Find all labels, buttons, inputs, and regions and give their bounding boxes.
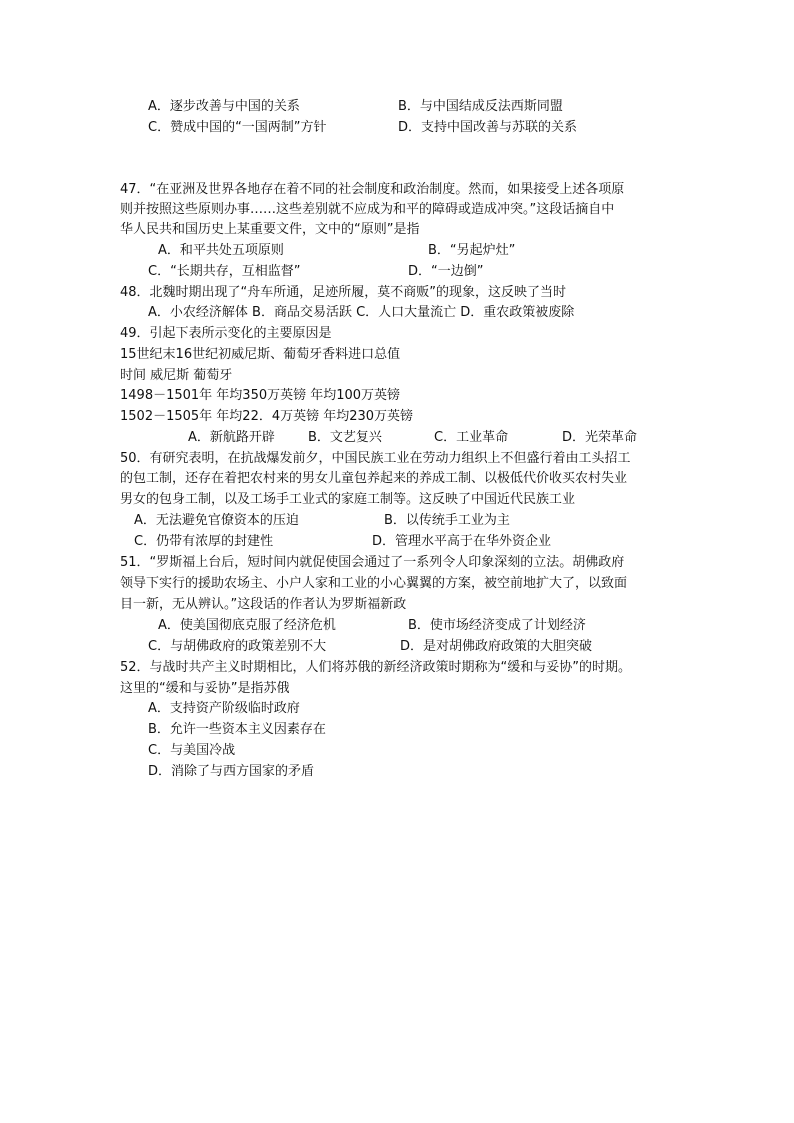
q46-option-d: D．支持中国改善与苏联的关系 bbox=[398, 120, 578, 135]
q48-options: A．小农经济解体 B．商品交易活跃 C．人口大量流亡 D．重农政策被废除 bbox=[148, 305, 575, 320]
q51-option-a: A．使美国彻底克服了经济危机 bbox=[158, 618, 336, 633]
q51-option-c: C．与胡佛政府的政策差别不大 bbox=[148, 639, 327, 654]
q52-stem-line1: 52．与战时共产主义时期相比，人们将苏俄的新经济政策时期称为“缓和与妥协”的时期。 bbox=[120, 660, 632, 675]
q49-stem: 49．引起下表所示变化的主要原因是 bbox=[120, 326, 332, 341]
q49-option-a: A．新航路开辟 bbox=[188, 430, 275, 445]
q50-option-a: A．无法避免官僚资本的压迫 bbox=[134, 513, 299, 528]
q50-stem-line3: 男女的包身工制，以及工场手工业式的家庭工制等。这反映了中国近代民族工业 bbox=[120, 492, 576, 507]
q51-stem-line2: 领导下实行的援助农场主、小户人家和工业的小心翼翼的方案，被空前地扩大了，以致面 bbox=[120, 576, 628, 591]
q47-option-b: B．“另起炉灶” bbox=[428, 243, 516, 258]
q46-option-a: A．逐步改善与中国的关系 bbox=[148, 99, 300, 114]
q49-option-c: C．工业革命 bbox=[434, 430, 509, 445]
q52-option-a: A．支持资产阶级临时政府 bbox=[148, 701, 300, 716]
q51-option-b: B．使市场经济变成了计划经济 bbox=[408, 618, 586, 633]
q51-stem-line3: 目一新，无从辨认。”这段话的作者认为罗斯福新政 bbox=[120, 597, 407, 612]
q50-option-c: C．仍带有浓厚的封建性 bbox=[134, 534, 274, 549]
q52-option-d: D．消除了与西方国家的矛盾 bbox=[148, 764, 315, 779]
q49-option-d: D．光荣革命 bbox=[562, 430, 638, 445]
q47-stem-line3: 华人民共和国历史上某重要文件，文中的“原则”是指 bbox=[120, 222, 420, 237]
q49-table-title: 15世纪末16世纪初威尼斯、葡萄牙香料进口总值 bbox=[120, 347, 401, 362]
q51-option-d: D．是对胡佛政府政策的大胆突破 bbox=[400, 639, 593, 654]
q48-stem: 48．北魏时期出现了“舟车所通，足迹所履，莫不商贩”的现象，这反映了当时 bbox=[120, 285, 567, 300]
q52-option-c: C．与美国冷战 bbox=[148, 743, 236, 758]
q47-option-a: A．和平共处五项原则 bbox=[158, 243, 284, 258]
q51-stem-line1: 51．“罗斯福上台后，短时间内就促使国会通过了一系列令人印象深刻的立法。胡佛政府 bbox=[120, 555, 625, 570]
q47-stem-line1: 47．“在亚洲及世界各地存在着不同的社会制度和政治制度。然而，如果接受上述各项原 bbox=[120, 182, 625, 197]
q47-stem-line2: 则并按照这些原则办事……这些差别就不应成为和平的障碍或造成冲突。”这段话摘自中 bbox=[120, 202, 615, 217]
q50-option-d: D．管理水平高于在华外资企业 bbox=[372, 534, 552, 549]
q49-table-row: 1498－1501年 年均350万英镑 年均100万英镑 bbox=[120, 388, 401, 403]
q49-table-row: 1502－1505年 年均22．4万英镑 年均230万英镑 bbox=[120, 409, 414, 424]
q52-stem-line2: 这里的“缓和与妥协”是指苏俄 bbox=[120, 681, 290, 696]
q49-option-b: B．文艺复兴 bbox=[308, 430, 382, 445]
q47-option-d: D．“一边倒” bbox=[408, 264, 484, 279]
q46-option-b: B．与中国结成反法西斯同盟 bbox=[398, 99, 563, 114]
q50-stem-line2: 的包工制，还存在着把农村来的男女儿童包养起来的养成工制、以极低代价收买农村失业 bbox=[120, 471, 628, 486]
q46-option-c: C．赞成中国的“一国两制”方针 bbox=[148, 120, 327, 135]
q49-table-header: 时间 威尼斯 葡萄牙 bbox=[120, 368, 233, 383]
q50-option-b: B．以传统手工业为主 bbox=[384, 513, 510, 528]
q47-option-c: C．“长期共存，互相监督” bbox=[148, 264, 301, 279]
q52-option-b: B．允许一些资本主义因素存在 bbox=[148, 722, 326, 737]
q50-stem-line1: 50．有研究表明，在抗战爆发前夕，中国民族工业在劳动力组织上不但盛行着由工头招工 bbox=[120, 451, 631, 466]
